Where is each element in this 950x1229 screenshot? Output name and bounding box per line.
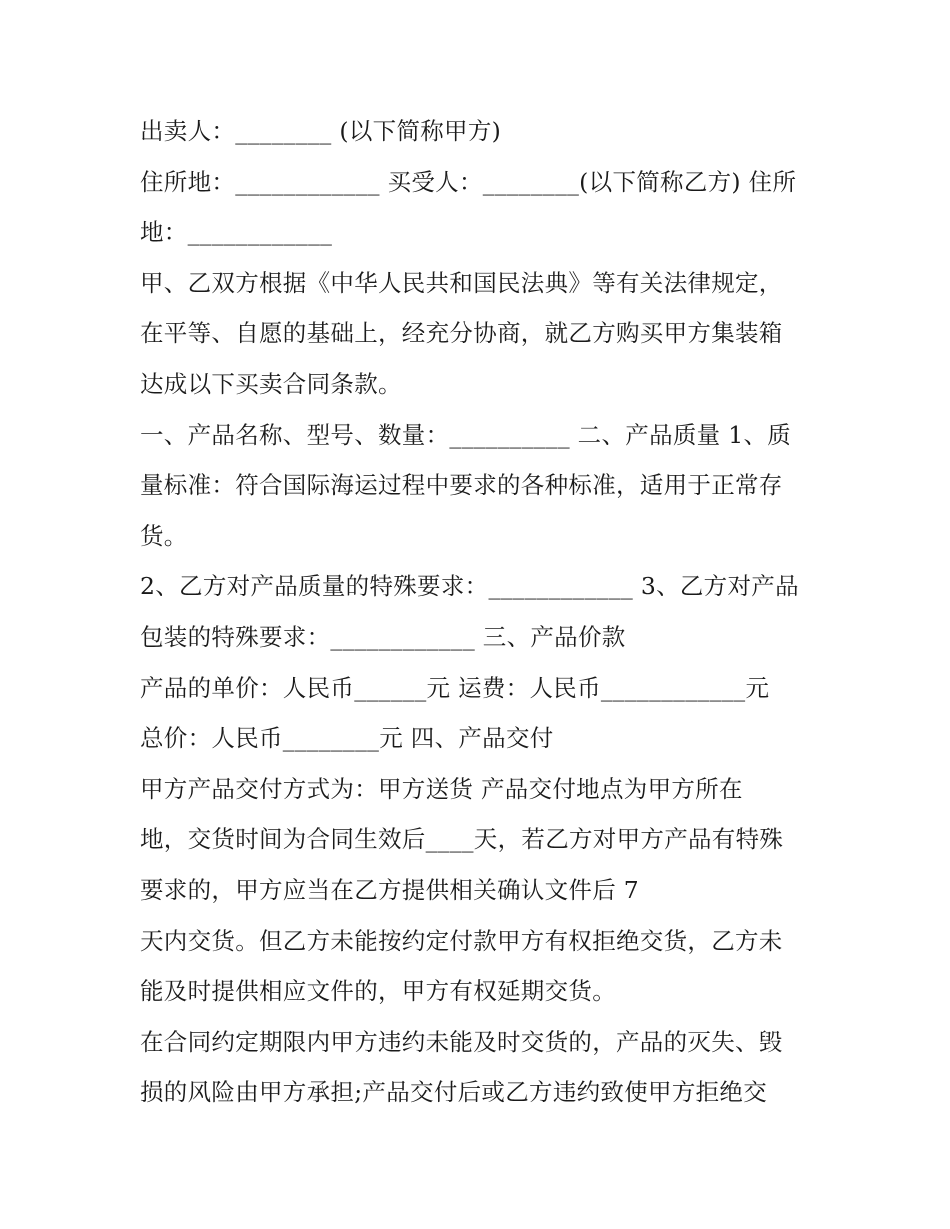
text-line-delivery-method: 甲方产品交付方式为：甲方送货 产品交付地点为甲方所在 [140, 774, 743, 803]
text-line-breach-1: 在合同约定期限内甲方违约未能及时交货的，产品的灭失、毁 [140, 1027, 783, 1056]
text-line-special-request: 要求的，甲方应当在乙方提供相关确认文件后 7 [140, 875, 640, 904]
text-line-total-price: 总价：人民币________元 四、产品交付 [140, 724, 554, 753]
text-line-preamble-1: 甲、乙双方根据《中华人民共和国民法典》等有关法律规定， [140, 268, 783, 297]
text-line-special-packaging: 包装的特殊要求：____________ 三、产品价款 [140, 622, 626, 651]
text-line-refuse-delivery: 天内交货。但乙方未能按约定付款甲方有权拒绝交货，乙方未 [140, 926, 783, 955]
text-line-seller: 出卖人：________ (以下简称甲方) [140, 117, 502, 145]
text-line-breach-2: 损的风险由甲方承担;产品交付后或乙方违约致使甲方拒绝交 [140, 1078, 768, 1107]
document-body [140, 106, 820, 1118]
text-line-buyer-address: 地：____________ [140, 218, 333, 247]
text-line-quality-standard: 量标准：符合国际海运过程中要求的各种标准，适用于正常存 [140, 471, 783, 500]
text-line-clause-1: 一、产品名称、型号、数量：__________ 二、产品质量 1、质 [140, 420, 792, 449]
text-line-special-quality: 2、乙方对产品质量的特殊要求：____________ 3、乙方对产品 [140, 572, 799, 601]
text-line-address-buyer: 住所地：____________ 买受人：________(以下简称乙方) 住所 [140, 167, 797, 196]
text-line-delivery-time: 地，交货时间为合同生效后____天，若乙方对甲方产品有特殊 [140, 825, 784, 854]
text-line-delay-delivery: 能及时提供相应文件的，甲方有权延期交货。 [140, 977, 616, 1006]
text-line-unit-price: 产品的单价：人民币______元 运费：人民币____________元 [140, 673, 770, 702]
text-line-preamble-3: 达成以下买卖合同条款。 [140, 369, 402, 398]
text-line-quality-standard-end: 货。 [140, 521, 188, 550]
text-line-preamble-2: 在平等、自愿的基础上，经充分协商，就乙方购买甲方集装箱 [140, 319, 783, 348]
